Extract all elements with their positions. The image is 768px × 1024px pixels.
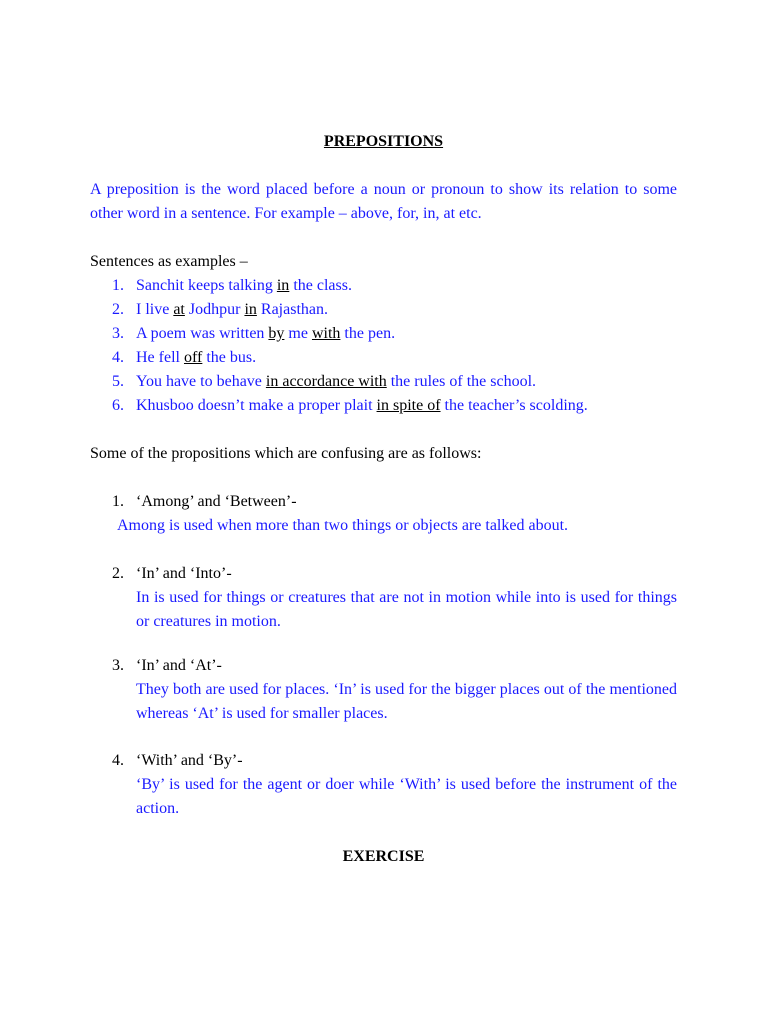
example-preposition: at: [173, 301, 185, 318]
example-number: 4.: [112, 349, 124, 366]
example-preposition: in accordance with: [265, 373, 387, 390]
example-text: the rules of the school.: [386, 373, 537, 390]
example-text: me: [284, 325, 312, 342]
confusing-item-title: ‘In’ and ‘Into’-: [136, 565, 232, 582]
examples-list: [90, 274, 677, 418]
exercise-title: EXERCISE: [342, 848, 425, 865]
example-number: 2.: [112, 301, 124, 318]
confusing-item: [90, 654, 677, 726]
example-preposition: in: [276, 277, 290, 294]
example-text: Khusboo doesn’t make a proper plait: [136, 397, 377, 414]
example-text: the class.: [289, 277, 352, 294]
example-number: 5.: [112, 373, 124, 390]
confusing-item-number: 3.: [112, 657, 124, 674]
intro-paragraph: A preposition is the word placed before a noun or pronoun to show its relation to some other word in a sentence. For example – above, for, in, at etc.: [90, 181, 677, 222]
example-item: [90, 274, 677, 298]
confusing-item-title: ‘Among’ and ‘Between’-: [136, 493, 297, 510]
confusing-item-body: Among is used when more than two things or objects are talked about.: [117, 517, 569, 534]
example-text: A poem was written: [136, 325, 269, 342]
page-title: PREPOSITIONS: [323, 133, 444, 150]
example-item: [90, 370, 677, 394]
example-item: [90, 394, 677, 418]
confusing-item-number: 2.: [112, 565, 124, 582]
example-item: [90, 298, 677, 322]
document-page: [90, 130, 677, 869]
confusing-item-title: ‘In’ and ‘At’-: [136, 657, 222, 674]
example-text: You have to behave: [136, 373, 266, 390]
confusing-item: [90, 562, 677, 634]
confusing-item-number: 1.: [112, 493, 124, 510]
confusing-list: [90, 490, 677, 821]
confusing-item-heading: [90, 490, 677, 514]
example-text: Rajasthan.: [256, 301, 328, 318]
example-preposition: off: [183, 349, 203, 366]
confusing-item-body: In is used for things or creatures that are not in motion while into is used for things or creatures in motion.: [136, 589, 677, 630]
example-number: 6.: [112, 397, 124, 414]
confusing-item-heading: [90, 562, 677, 586]
example-text: He fell: [136, 349, 184, 366]
example-text: the pen.: [340, 325, 396, 342]
confusing-item-title: ‘With’ and ‘By’-: [136, 752, 243, 769]
example-text: Jodhpur: [184, 301, 245, 318]
confusing-item-heading: [90, 749, 677, 773]
confusing-item: [90, 749, 677, 821]
example-preposition: in: [244, 301, 257, 318]
confusing-item-number: 4.: [112, 752, 124, 769]
example-text: the teacher’s scolding.: [440, 397, 588, 414]
example-preposition: in spite of: [376, 397, 441, 414]
confusing-heading: Some of the propositions which are confusing are as follows:: [90, 445, 482, 462]
confusing-item: [90, 490, 677, 538]
example-item: [90, 322, 677, 346]
example-number: 1.: [112, 277, 124, 294]
confusing-item-body: ‘By’ is used for the agent or doer while ‘With’ is used before the instrument of the action.: [136, 776, 677, 817]
example-preposition: with: [311, 325, 341, 342]
confusing-item-heading: [90, 654, 677, 678]
example-text: Sanchit keeps talking: [136, 277, 277, 294]
example-text: the bus.: [202, 349, 257, 366]
example-number: 3.: [112, 325, 124, 342]
examples-heading: Sentences as examples –: [90, 253, 248, 270]
confusing-item-body: They both are used for places. ‘In’ is used for the bigger places out of the mentioned whereas ‘At’ is used for smaller places.: [136, 681, 677, 722]
example-item: [90, 346, 677, 370]
example-preposition: by: [268, 325, 285, 342]
example-text: I live: [136, 301, 174, 318]
